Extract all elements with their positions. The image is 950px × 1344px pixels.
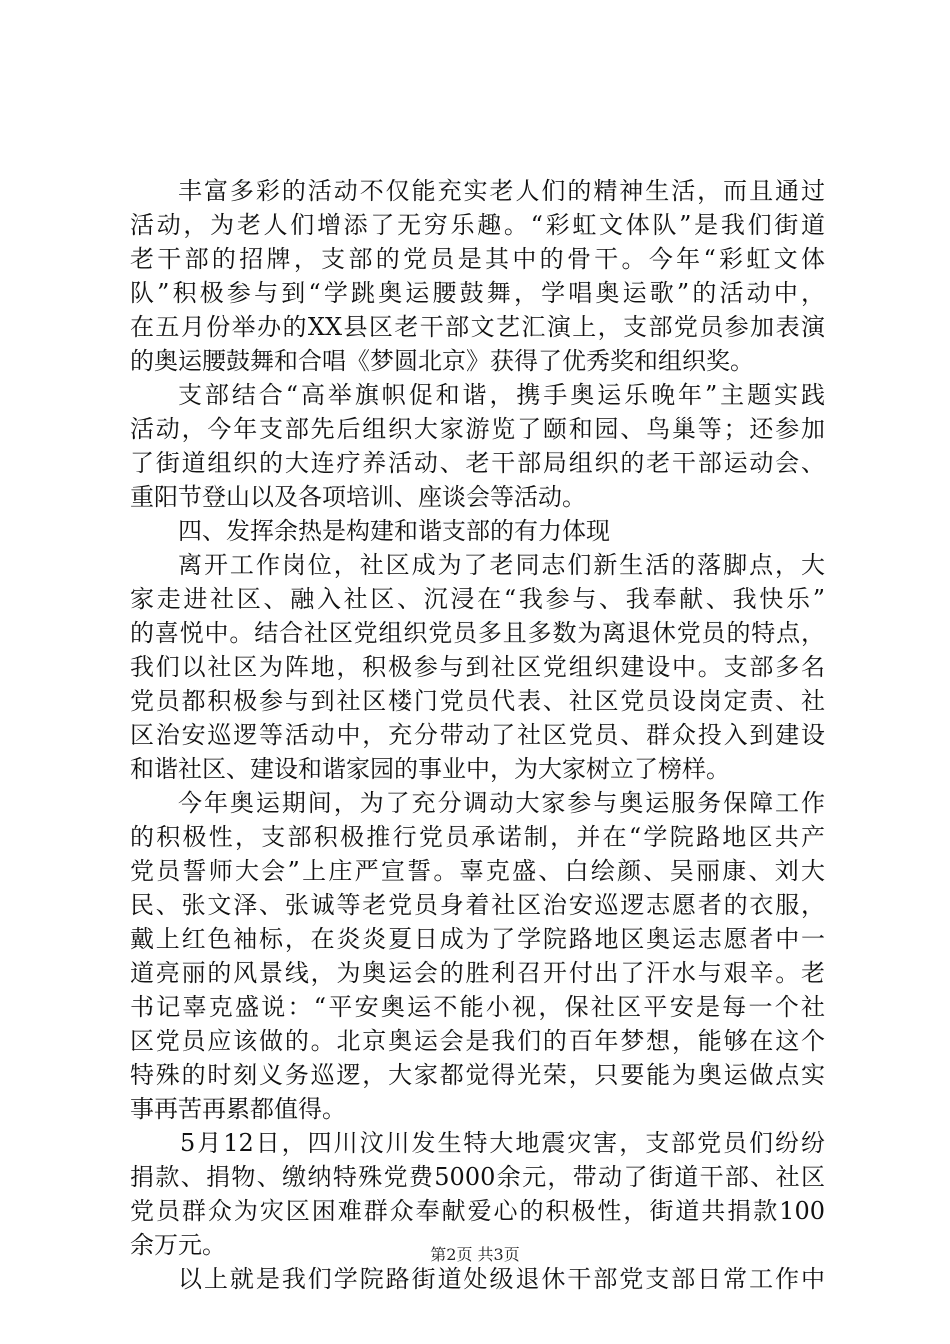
- text-line: 活动，今年支部先后组织大家游览了颐和园、鸟巢等；还参加: [130, 415, 825, 443]
- text-line: 在五月份举办的XX县区老干部文艺汇演上，支部党员参加表演: [130, 313, 825, 341]
- paragraph: [130, 174, 825, 378]
- text-line: 书记辜克盛说：“平安奥运不能小视，保社区平安是每一个社: [130, 993, 825, 1021]
- text-line: 的奥运腰鼓舞和合唱《梦圆北京》获得了优秀奖和组织奖。: [130, 347, 754, 375]
- text-line: 事再苦再累都值得。: [130, 1095, 346, 1123]
- text-line: 队”积极参与到“学跳奥运腰鼓舞，学唱奥运歌”的活动中，: [130, 279, 825, 307]
- text-line: 5月12日，四川汶川发生特大地震灾害，支部党员们纷纷: [180, 1129, 825, 1157]
- text-line: 家走进社区、融入社区、沉浸在“我参与、我奉献、我快乐”: [130, 585, 825, 613]
- section-heading: [130, 514, 825, 548]
- text-line: 重阳节登山以及各项培训、座谈会等活动。: [130, 483, 586, 511]
- text-line: 捐款、捐物、缴纳特殊党费5000余元，带动了街道干部、社区: [130, 1163, 825, 1191]
- text-line: 党员誓师大会”上庄严宣誓。辜克盛、白绘颜、吴丽康、刘大: [130, 857, 825, 885]
- text-line: 四、发挥余热是构建和谐支部的有力体现: [178, 517, 610, 545]
- text-line: 的积极性，支部积极推行党员承诺制，并在“学院路地区共产: [130, 823, 825, 851]
- text-line: 以上就是我们学院路街道处级退休干部党支部日常工作中: [178, 1265, 825, 1293]
- text-line: 老干部的招牌，支部的党员是其中的骨干。今年“彩虹文体: [130, 245, 825, 273]
- text-line: 今年奥运期间，为了充分调动大家参与奥运服务保障工作: [178, 789, 825, 817]
- text-line: 特殊的时刻义务巡逻，大家都觉得光荣，只要能为奥运做点实: [130, 1061, 825, 1089]
- text-line: 区党员应该做的。北京奥运会是我们的百年梦想，能够在这个: [130, 1027, 825, 1055]
- text-line: 党员群众为灾区困难群众奉献爱心的积极性，街道共捐款100: [130, 1197, 825, 1225]
- text-line: 戴上红色袖标，在炎炎夏日成为了学院路地区奥运志愿者中一: [130, 925, 825, 953]
- paragraph: [130, 378, 825, 514]
- text-line: 区治安巡逻等活动中，充分带动了社区党员、群众投入到建设: [130, 721, 825, 749]
- page-number: 第2页 共3页: [430, 1245, 520, 1264]
- text-line: 党员都积极参与到社区楼门党员代表、社区党员设岗定责、社: [130, 687, 825, 715]
- text-line: 丰富多彩的活动不仅能充实老人们的精神生活，而且通过: [178, 177, 825, 205]
- document-body: [130, 174, 825, 1296]
- paragraph: [130, 548, 825, 786]
- paragraph: [130, 1262, 825, 1296]
- text-line: 余万元。: [130, 1231, 226, 1259]
- text-line: 我们以社区为阵地，积极参与到社区党组织建设中。支部多名: [130, 653, 825, 681]
- text-line: 民、张文泽、张诚等老党员身着社区治安巡逻志愿者的衣服，: [130, 891, 825, 919]
- text-line: 离开工作岗位，社区成为了老同志们新生活的落脚点，大: [178, 551, 825, 579]
- text-line: 支部结合“高举旗帜促和谐，携手奥运乐晚年”主题实践: [178, 381, 825, 409]
- text-line: 活动，为老人们增添了无穷乐趣。“彩虹文体队”是我们街道: [130, 211, 825, 239]
- text-line: 和谐社区、建设和谐家园的事业中，为大家树立了榜样。: [130, 755, 730, 783]
- text-line: 了街道组织的大连疗养活动、老干部局组织的老干部运动会、: [130, 449, 825, 477]
- text-line: 道亮丽的风景线，为奥运会的胜利召开付出了汗水与艰辛。老: [130, 959, 825, 987]
- text-line: 的喜悦中。结合社区党组织党员多且多数为离退休党员的特点，: [130, 619, 825, 647]
- paragraph: [130, 786, 825, 1126]
